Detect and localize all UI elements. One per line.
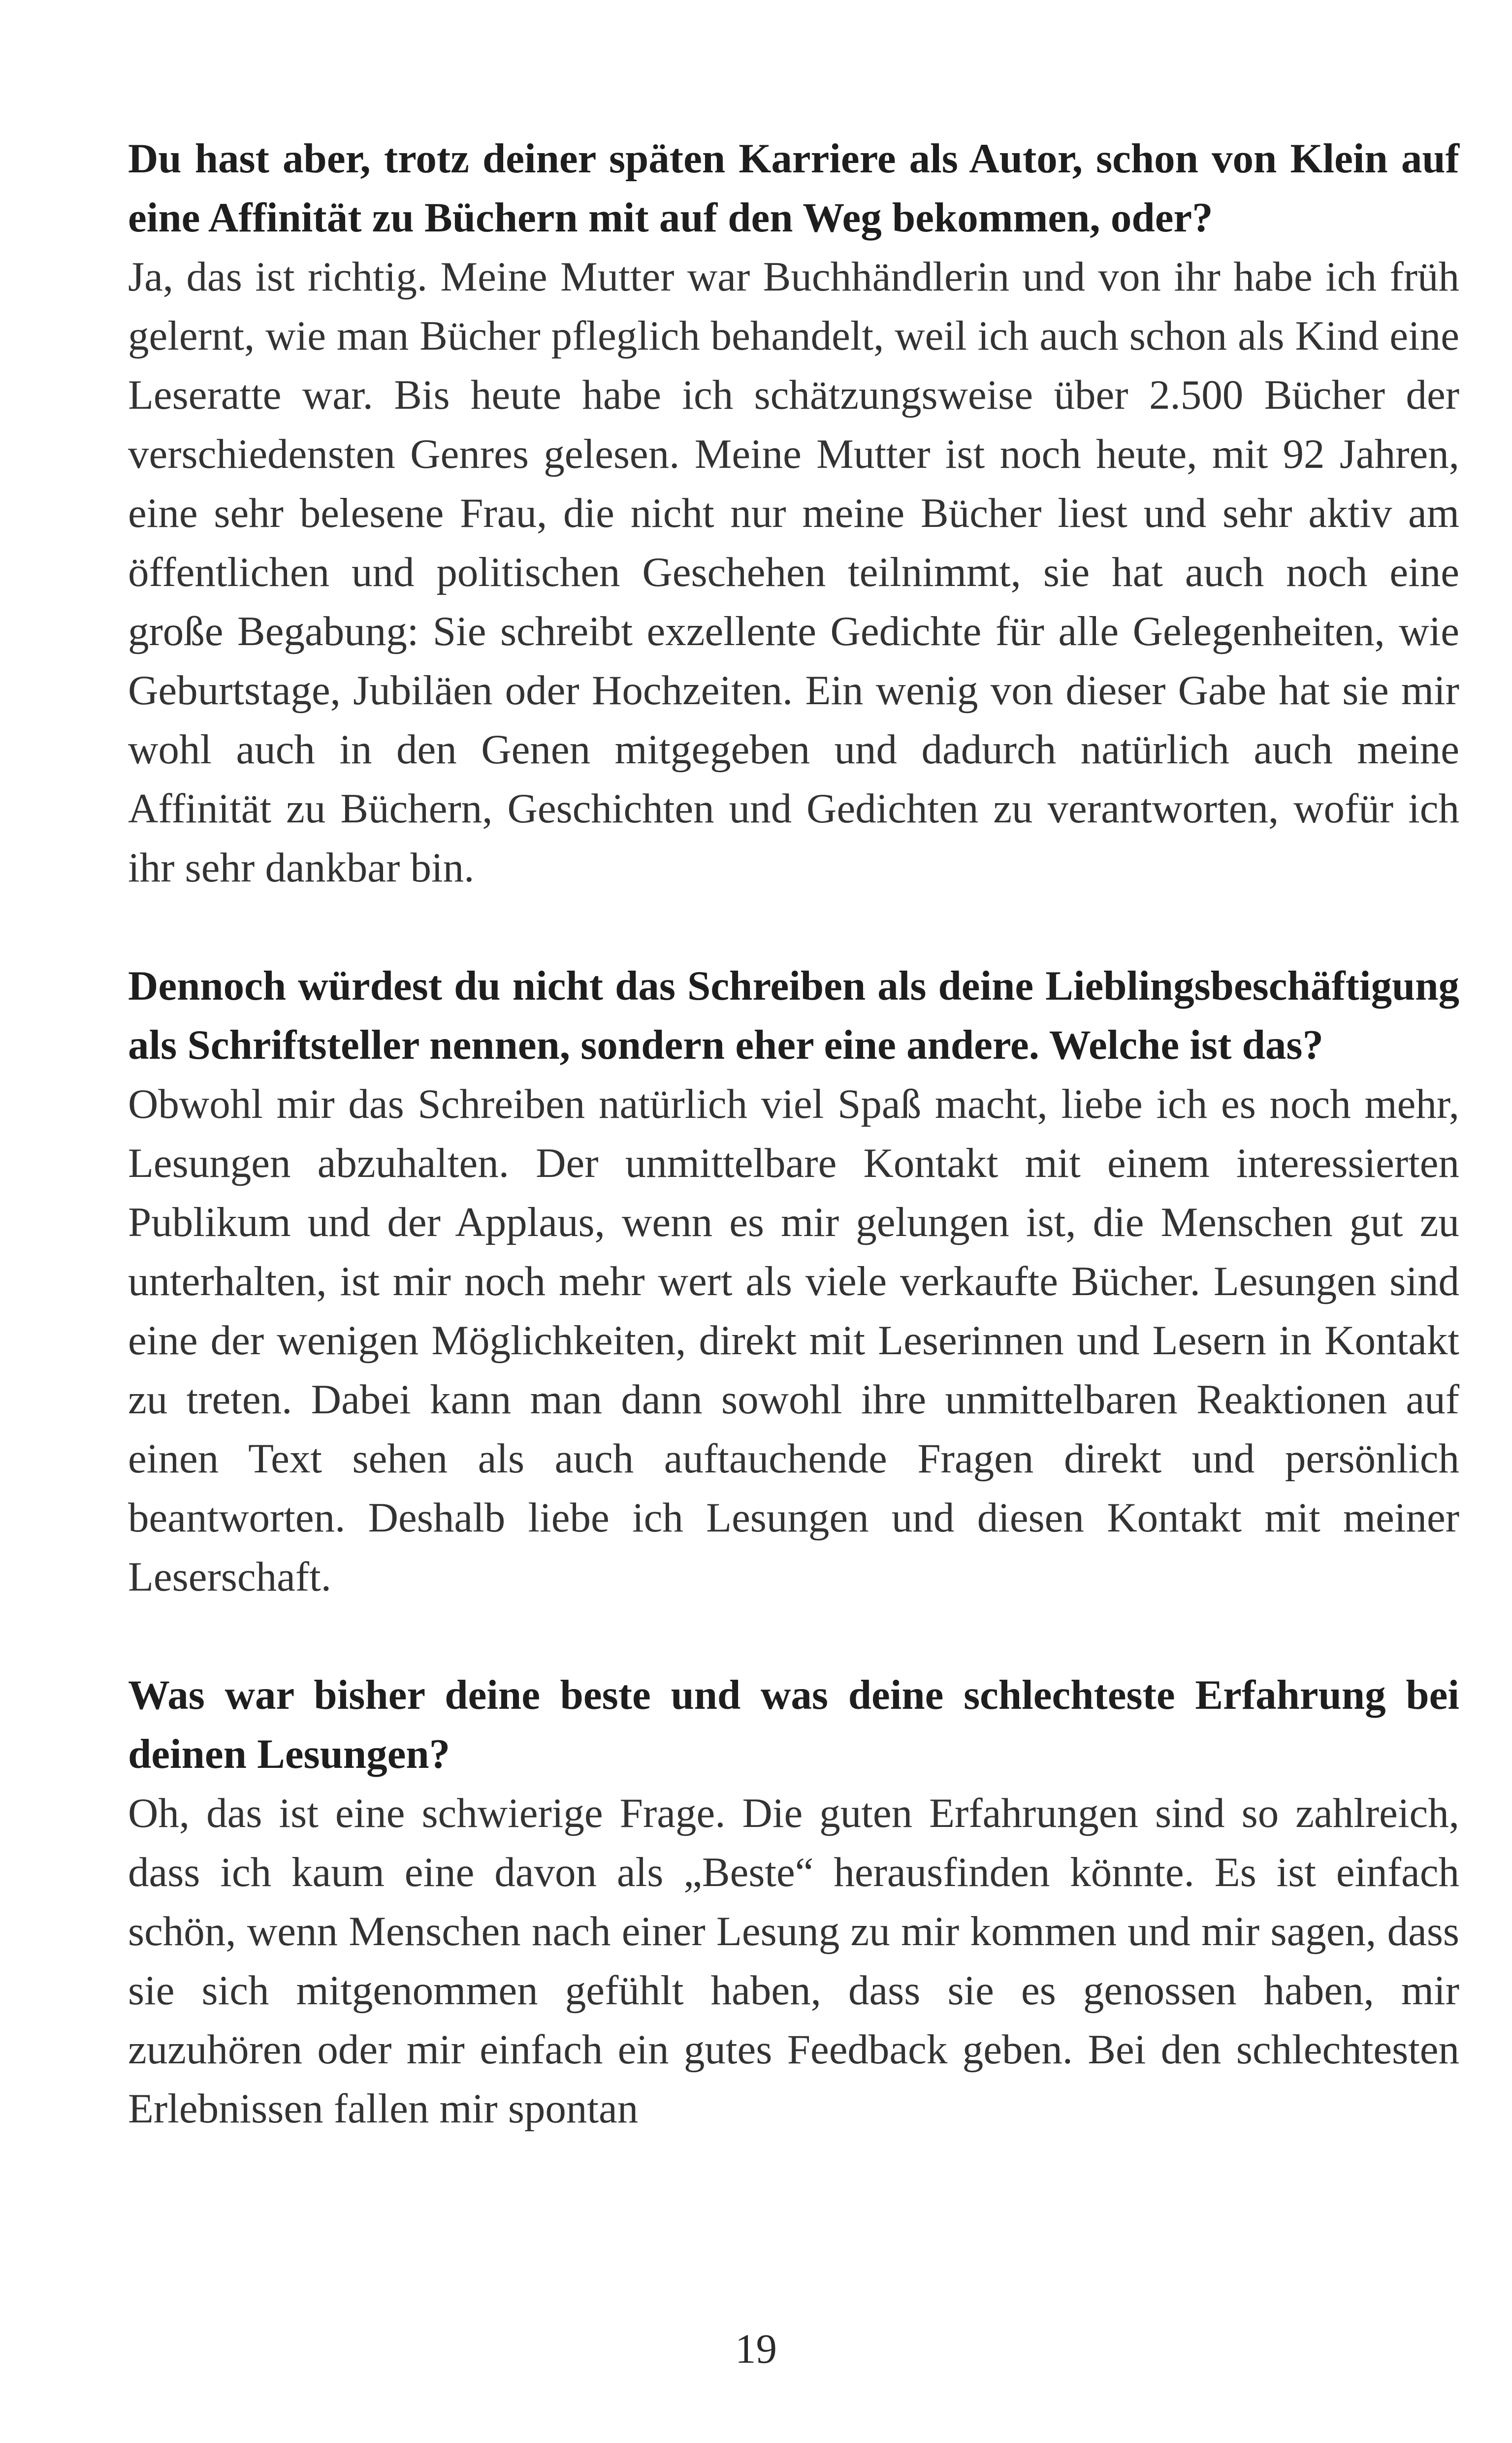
interview-block-1 [128,129,1459,897]
interview-answer-3: Oh, das ist eine schwierige Frage. Die guten Erfahrungen sind so zahlreich, dass ich kaum eine davon als „Beste“ herausfinden könnte. Es ist einfach schön, wenn Menschen nach einer Lesung zu mir kommen und mir sagen, dass sie sich mitgenommen gefühlt haben, dass sie es genossen haben, mir zuzuhören oder mir einfach ein gutes Feedback geben. Bei den schlechtesten Erlebnissen fallen mir spontan [128,1790,1459,2132]
page-number: 19 [735,2326,777,2372]
interview-block-2 [128,956,1459,1606]
interview-answer-1: Ja, das ist richtig. Meine Mutter war Buchhändlerin und von ihr habe ich früh gelernt, wie man Bücher pfleglich behandelt, weil ich auch schon als Kind eine Leseratte war. Bis heute habe ich schätzungsweise über 2.500 Bücher der verschiedensten Genres gelesen. Meine Mutter ist noch heute, mit 92 Jahren, eine sehr belesene Frau, die nicht nur meine Bücher liest und sehr aktiv am öffentlichen und politischen Geschehen teilnimmt, sie hat auch noch eine große Begabung: Sie schreibt exzellente Gedichte für alle Gelegenheiten, wie Geburtstage, Jubiläen oder Hochzeiten. Ein wenig von dieser Gabe hat sie mir wohl auch in den Genen mitgegeben und dadurch natürlich auch meine Affinität zu Büchern, Geschichten und Gedichten zu verantworten, wofür ich ihr sehr dankbar bin. [128,254,1459,891]
interview-block-3 [128,1665,1459,2138]
book-page [128,129,1459,2138]
interview-question-1: Du hast aber, trotz deiner späten Karriere als Autor, schon von Klein auf eine Affinität zu Büchern mit auf den Weg bekommen, oder? [128,135,1459,241]
interview-answer-2: Obwohl mir das Schreiben natürlich viel Spaß macht, liebe ich es noch mehr, Lesungen abzuhalten. Der unmittelbare Kontakt mit einem interessierten Publikum und der Applaus, wenn es mir gelungen ist, die Menschen gut zu unterhalten, ist mir noch mehr wert als viele verkaufte Bücher. Lesungen sind eine der wenigen Möglichkeiten, direkt mit Leserinnen und Lesern in Kontakt zu treten. Dabei kann man dann sowohl ihre unmittelbaren Reaktionen auf einen Text sehen als auch auftauchende Fragen direkt und persönlich beantworten. Deshalb liebe ich Lesungen und diesen Kontakt mit meiner Leserschaft. [128,1081,1459,1600]
interview-question-3: Was war bisher deine beste und was deine schlechteste Erfahrung bei deinen Lesungen? [128,1672,1459,1777]
interview-question-2: Dennoch würdest du nicht das Schreiben als deine Lieblingsbeschäftigung als Schriftsteller nennen, sondern eher eine andere. Welche ist das? [128,963,1459,1068]
